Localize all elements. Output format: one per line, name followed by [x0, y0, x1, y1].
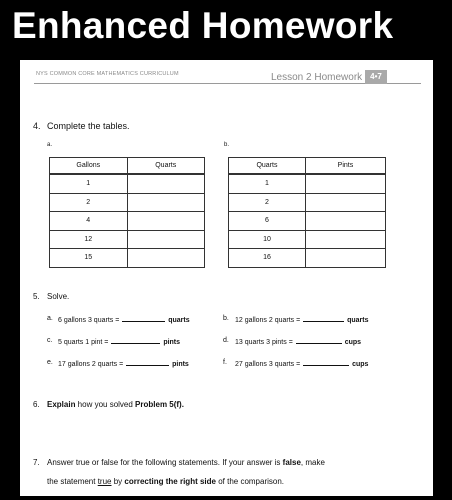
- item-5a-unit: quarts: [168, 317, 190, 324]
- item-5d-unit: cups: [344, 339, 362, 346]
- answer-cell[interactable]: [305, 174, 385, 193]
- table-cell: 16: [229, 249, 306, 268]
- problem-5-prompt: Solve.: [47, 292, 70, 301]
- header-rule: [34, 83, 421, 84]
- item-5d-text: 13 quarts 3 pints =: [235, 339, 293, 346]
- answer-blank[interactable]: [122, 315, 165, 322]
- item-5b-text: 12 gallons 2 quarts =: [235, 317, 301, 324]
- item-5d-letter: d.: [223, 337, 229, 344]
- banner-title: Enhanced Homework: [12, 5, 394, 46]
- item-5a-text: 6 gallons 3 quarts =: [58, 317, 120, 324]
- item-5f: [235, 359, 368, 368]
- table-row: [229, 174, 386, 193]
- item-5e-letter: e.: [47, 359, 53, 366]
- answer-cell[interactable]: [305, 193, 385, 212]
- item-5a-letter: a.: [47, 315, 53, 322]
- problem-7-text: the statement: [47, 477, 98, 486]
- problem-7-line-1: [47, 458, 325, 467]
- answer-blank[interactable]: [303, 315, 344, 322]
- answer-blank[interactable]: [296, 337, 342, 344]
- item-5f-letter: f.: [223, 359, 227, 366]
- problem-6-number: 6.: [33, 400, 40, 409]
- item-5a: [58, 315, 190, 324]
- answer-blank[interactable]: [303, 359, 349, 366]
- item-5f-unit: cups: [352, 361, 369, 368]
- answer-blank[interactable]: [111, 337, 160, 344]
- table-row: [50, 249, 205, 268]
- table-a-label: a.: [47, 142, 53, 148]
- table-row: [50, 230, 205, 249]
- item-5b-letter: b.: [223, 315, 229, 322]
- answer-blank[interactable]: [126, 359, 169, 366]
- table-cell: 10: [229, 230, 306, 249]
- table-cell: 4: [50, 212, 128, 231]
- problem-6-prompt: [47, 400, 184, 409]
- table-cell: 15: [50, 249, 128, 268]
- item-5c-text: 5 quarts 1 pint =: [58, 339, 109, 346]
- answer-cell[interactable]: [127, 230, 205, 249]
- table-row: [50, 212, 205, 231]
- column-header: Quarts: [127, 158, 205, 175]
- table-row: [229, 230, 386, 249]
- problem-6-ref: Problem 5(f).: [135, 400, 184, 409]
- table-cell: 6: [229, 212, 306, 231]
- problem-7-text: of the comparison.: [215, 477, 285, 486]
- item-5b: [235, 315, 369, 324]
- problem-7-number: 7.: [33, 458, 40, 467]
- answer-cell[interactable]: [305, 212, 385, 231]
- lesson-badge: 4•7: [365, 70, 387, 84]
- true-word: true: [97, 477, 112, 486]
- column-header: Gallons: [50, 158, 128, 175]
- answer-cell[interactable]: [127, 249, 205, 268]
- false-word: false: [282, 458, 301, 467]
- curriculum-header: NYS COMMON CORE MATHEMATICS CURRICULUM: [36, 71, 179, 77]
- item-5b-unit: quarts: [347, 317, 369, 324]
- item-5e: [58, 359, 189, 368]
- item-5f-text: 27 gallons 3 quarts =: [235, 361, 301, 368]
- table-gallons-quarts: [49, 157, 205, 268]
- item-5c-letter: c.: [47, 337, 53, 344]
- table-cell: 1: [229, 174, 306, 193]
- problem-5-number: 5.: [33, 292, 40, 301]
- problem-6-middle: how you solved: [75, 400, 136, 409]
- worksheet-page: [20, 60, 433, 496]
- correcting-phrase: correcting the right side: [124, 477, 216, 486]
- table-cell: 12: [50, 230, 128, 249]
- answer-cell[interactable]: [127, 212, 205, 231]
- lesson-title: Lesson 2 Homework: [271, 72, 363, 83]
- table-quarts-pints: [228, 157, 386, 268]
- table-b-label: b.: [224, 142, 230, 148]
- item-5e-unit: pints: [172, 361, 189, 368]
- explain-word: Explain: [47, 400, 76, 409]
- item-5c: [58, 337, 180, 346]
- item-5d: [235, 337, 361, 346]
- table-cell: 1: [50, 174, 128, 193]
- table-row: [50, 174, 205, 193]
- column-header: Pints: [305, 158, 385, 175]
- problem-7-text: , make: [300, 458, 325, 467]
- table-row: [229, 249, 386, 268]
- answer-cell[interactable]: [127, 193, 205, 212]
- table-row: [229, 193, 386, 212]
- table-cell: 2: [229, 193, 306, 212]
- problem-4-prompt: Complete the tables.: [47, 121, 130, 131]
- answer-cell[interactable]: [127, 174, 205, 193]
- item-5c-unit: pints: [163, 339, 181, 346]
- problem-4-number: 4.: [33, 121, 41, 131]
- problem-7-text: by: [111, 477, 125, 486]
- table-row: [229, 212, 386, 231]
- problem-7-line-2: [47, 477, 284, 486]
- item-5e-text: 17 gallons 2 quarts =: [58, 361, 124, 368]
- column-header: Quarts: [229, 158, 306, 175]
- answer-cell[interactable]: [305, 230, 385, 249]
- answer-cell[interactable]: [305, 249, 385, 268]
- problem-7-text: Answer true or false for the following statements. If your answer is: [47, 458, 283, 467]
- table-row: [50, 193, 205, 212]
- table-cell: 2: [50, 193, 128, 212]
